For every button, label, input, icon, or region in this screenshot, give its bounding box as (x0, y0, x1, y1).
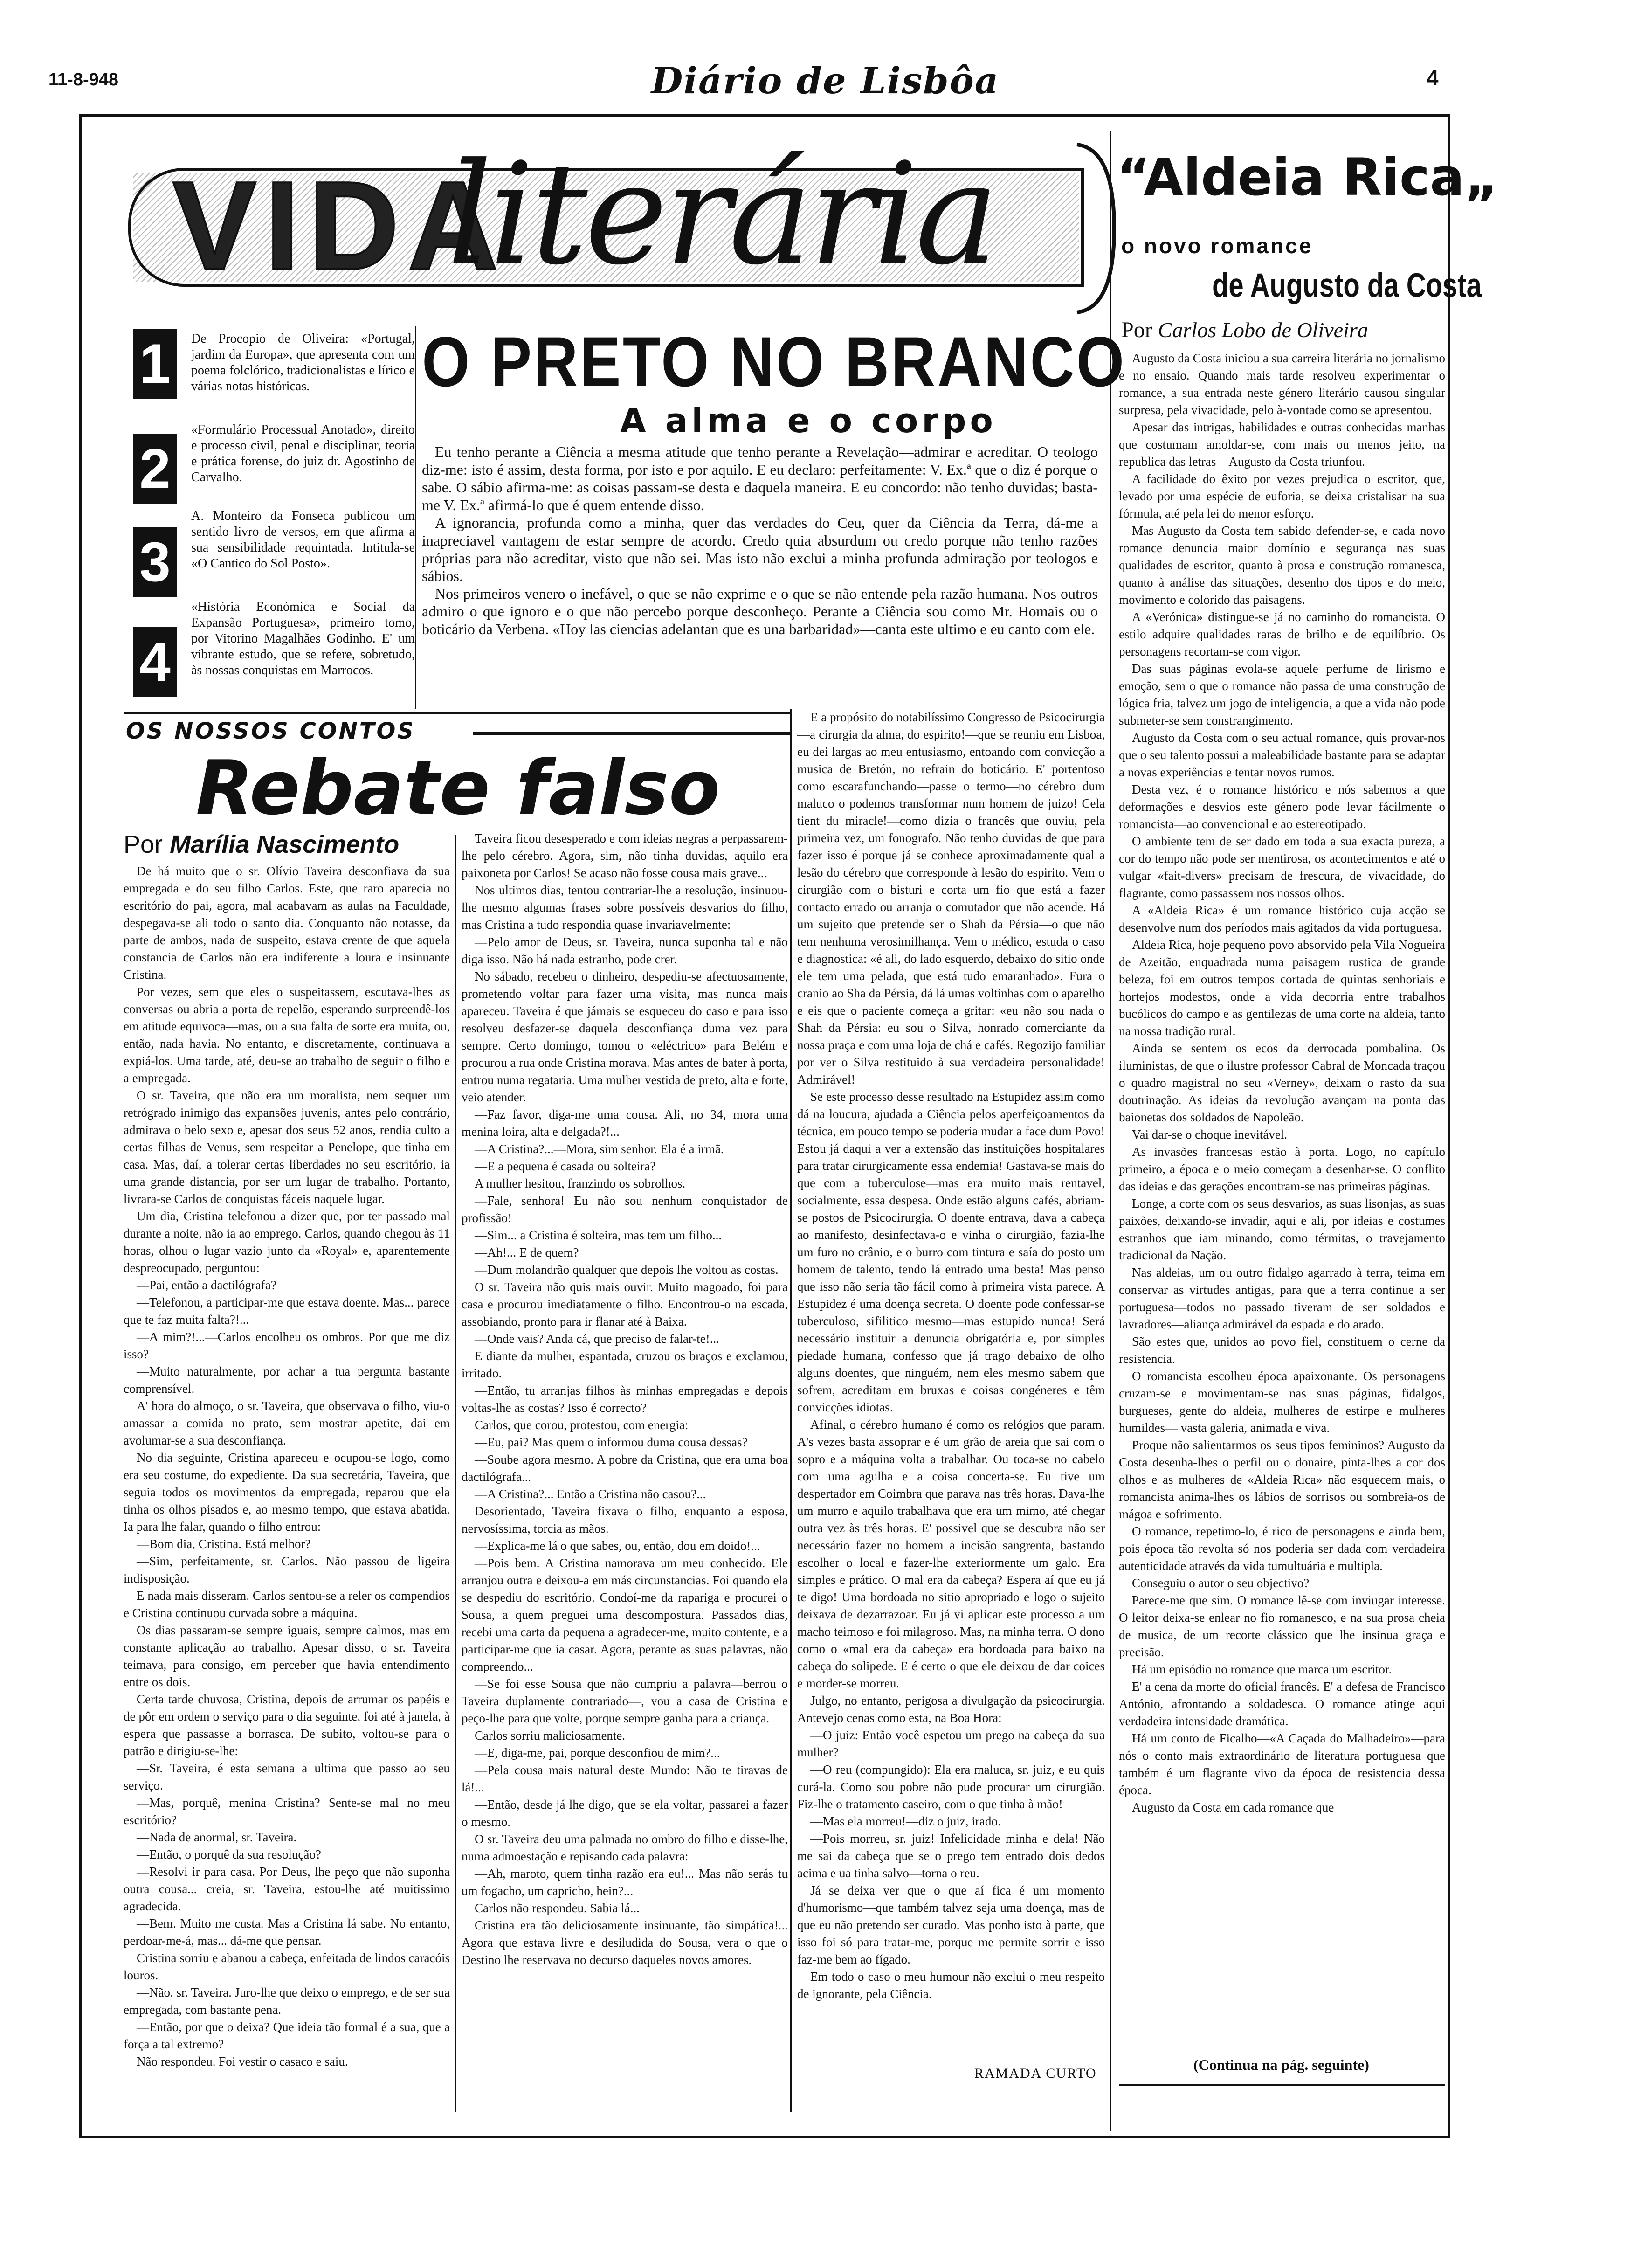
story-column-1 (124, 863, 450, 2112)
preto-title: O PRETO NO BRANCO (422, 322, 1126, 401)
page-number: 4 (1427, 66, 1439, 90)
story-paragraph: —Ah, maroto, quem tinha razão era eu!... Mas não serás tu um fogacho, um capricho, hein?... (462, 1867, 788, 1898)
number-badge-3: 3 (133, 527, 177, 597)
preto-paragraph: Em todo o caso o meu humour não exclui o meu respeito de ignorante, pela Ciência. (797, 1970, 1105, 2001)
continued-notice: (Continua na pág. seguinte) (1193, 2056, 1369, 2073)
aldeia-byline: Por Carlos Lobo de Oliveira (1121, 318, 1368, 342)
story-paragraph: A mulher hesitou, franzindo os sobrolhos. (475, 1176, 686, 1190)
preto-paragraph: —Pois morreu, sr. juiz! Infelicidade minha e dela! Não me sai da cabeça que se o prego tem entrado dois dedos acima e ua tinha salvo—torna o reu. (797, 1832, 1105, 1880)
aldeia-author-heading: de Augusto da Costa (1212, 266, 1482, 304)
preto-paragraph: —O juiz: Então você espetou um prego na cabeça da sua mulher? (797, 1728, 1105, 1759)
aldeia-end-rule (1119, 2084, 1445, 2086)
story-paragraph: —Bem. Muito me custa. Mas a Cristina lá sabe. No entanto, perdoar-me-á, mas... dá-me que pensar. (124, 1916, 450, 1948)
preto-paragraph: —O reu (compungido): Ela era maluca, sr. juiz, e eu quis curá-la. Como sou pobre não pude procurar um cirurgião. Fiz-lhe o tratamento caseiro, com o que tinha à mão! (797, 1763, 1105, 1811)
aldeia-paragraph: Ainda se sentem os ecos da derrocada pombalina. Os iluministas, de que o ilustre professor Cabral de Moncada traçou o quadro magistral no seu «Verney», deixam o rasto da sua doutrinação. As ideias da revolução avançam na ponta das baionetas dos soldados de Napoleão. (1119, 1041, 1445, 1124)
story-paragraph: —Mas, porquê, menina Cristina? Sente-se mal no meu escritório? (124, 1796, 450, 1827)
aldeia-paragraph: Augusto da Costa em cada romance que (1132, 1800, 1334, 1814)
list-item-1-text: De Procopio de Oliveira: «Portugal, jardim da Europa», que apresenta com um poema folclórico, tradicionalistas e lírico e várias notas históricas. (191, 332, 415, 394)
number-badge-2: 2 (133, 434, 177, 504)
story-paragraph: O sr. Taveira, que não era um moralista, nem sequer um retrógrado inimigo das expansões juvenis, antes pelo contrário, admirava o belo sexo e, apesar dos seus 52 anos, rendia culto a certas filhas de Venus, sem respeitar a Penelope, que tinha em casa. Mas, daí, a tolerar certas liberdades no seu escritório, ia uma grande distancia, por ser um lugar de trabalho. Portanto, livrara-se Carlos de conquistas fáceis naquele lugar. (124, 1088, 450, 1206)
preto-continuation (797, 709, 1105, 2061)
story-paragraph: —Telefonou, a participar-me que estava doente. Mas... parece que te faz muita falta?!... (124, 1295, 450, 1327)
story-paragraph: Cristina sorriu e abanou a cabeça, enfeitada de lindos caracóis louros. (124, 1951, 450, 1982)
story-paragraph: Os dias passaram-se sempre iguais, sempre calmos, mas em constante aplicação ao trabalho. Apesar disso, o sr. Taveira teimava, para consigo, em perceber que havia entendimento entre os dois. (124, 1623, 450, 1689)
story-paragraph: —Não, sr. Taveira. Juro-lhe que deixo o emprego, e de ser sua empregada, com bastante pena. (124, 1985, 450, 2017)
list-item-2-text: «Formulário Processual Anotado», direito e processo civil, penal e disciplinar, teoria e prática forense, do juiz dr. Agostinho de Carvalho. (191, 422, 415, 484)
aldeia-paragraph: Conseguiu o autor o seu objectivo? (1132, 1576, 1310, 1590)
story-paragraph: Carlos sorriu maliciosamente. (475, 1729, 626, 1742)
preto-signature: RAMADA CURTO (974, 2066, 1097, 2081)
story-paragraph: —Muito naturalmente, por achar a tua pergunta bastante comprensível. (124, 1364, 450, 1396)
story-paragraph: E nada mais disseram. Carlos sentou-se a reler os compendios e Cristina continuou curvada sobre a máquina. (124, 1589, 450, 1620)
preto-paragraph: Julgo, no entanto, perigosa a divulgação da psicocirurgia. Antevejo cenas como esta, na Boa Hora: (797, 1694, 1105, 1725)
story-paragraph: Cristina era tão deliciosamente insinuante, tão simpática!... Agora que estava livre e desiludida do Sousa, vera o que o Destino lhe reservava no decurso daqueles novos amores. (462, 1918, 788, 1967)
preto-paragraph: Nos primeiros venero o inefável, o que se não exprime e o que se não entende pela razão humana. Nos outros admiro o que ignoro e o que não percebo porque desconheço. Perante a Ciência sou como Mr. Homais ou o boticário da Verbena. «Hoy las ciencias adelantan que es una barbaridad»—canta este ultimo e eu canto com ele. (422, 585, 1098, 637)
aldeia-paragraph: Mas Augusto da Costa tem sabido defender-se, e cada novo romance denuncia maior domínio e segurança nas suas qualidades de escritor, quanto à prosa e construção romanesca, quanto à análise das situações, desenho dos tipos e do meio, movimento e colorido das paisagens. (1119, 524, 1445, 607)
story-paragraph: —A Cristina?... Então a Cristina não casou?... (475, 1487, 706, 1501)
column-rule-right (1110, 131, 1111, 2131)
aldeia-paragraph: Vai dar-se o choque inevitável. (1132, 1127, 1288, 1141)
preto-paragraph: E a propósito do notabilíssimo Congresso de Psicocirurgia—a cirurgia da alma, do espirito!—que se reuniu em Lisboa, eu dei largas ao meu entusiasmo, entoando com convicção a musica de Bretón, no refrain do boticário. E' portentoso como escarafunchando—passe o termo—no cérebro dum maluco o podemos transformar num homem de juizo! Cela tient du miracle!—como dizia o francês que ouviu, pela primeira vez, um fonografo. Não tenho duvidas de que para fazer isso é porque já se conhece aproximadamente qual a lesão do cérebro que corresponde à lesão do espirito. Vem o cirurgião com o bisturi e corta um fio que está a fazer contacto errado ou arranja o comutador que não acende. Há um sujeito que pretende ser o Shah da Pérsia—o que não tem nenhuma verosimilhança. Vem o médico, estuda o caso e diagnostica: «é ali, do lado esquerdo, debaixo do sitio onde ele tem uma pelada, que está tudo emaranhado». Fura o cranio ao Sha da Pérsia, dá lá umas voltinhas com o aparelho e eis que o paciente começa a gritar: «eu não sou nada o Shah da Pérsia: eu sou o Silva, honrado comerciante da nossa praça e com uma loja de chá e cafés. Regozijo familiar por ver o Silva restituido à sua verdadeira personalidade! Admirável! (797, 710, 1105, 1086)
story-paragraph: —A Cristina?...—Mora, sim senhor. Ela é a irmã. (475, 1142, 724, 1156)
story-paragraph: —Ah!... E de quem? (475, 1245, 579, 1259)
story-paragraph: —Sim... a Cristina é solteira, mas tem um filho... (475, 1228, 722, 1242)
story-paragraph: O sr. Taveira não quis mais ouvir. Muito magoado, foi para casa e procurou imediatamente o filho. Encontrou-o na escada, assobiando, pronto para ir flanar até à Baixa. (462, 1280, 788, 1328)
newspaper-title: Diário de Lisbôa (651, 60, 1000, 102)
number-badge-4: 4 (133, 627, 177, 697)
aldeia-paragraph: A facilidade do êxito por vezes prejudica o escritor, que, levado por uma espécie de euforia, se deixa cristalisar na sua fórmula, até pela lei do menor esforço. (1119, 472, 1445, 520)
aldeia-paragraph: São estes que, unidos ao povo fiel, constituem o cerne da resistencia. (1119, 1335, 1445, 1366)
aldeia-paragraph: A «Aldeia Rica» é um romance histórico cuja acção se desenvolve num dos períodos mais agitados da vida portuguesa. (1119, 903, 1445, 934)
story-paragraph: —A mim?!...—Carlos encolheu os ombros. Por que me diz isso? (124, 1330, 450, 1361)
story-paragraph: —Pai, então a dactilógrafa? (137, 1278, 276, 1292)
story-title: Rebate falso (196, 744, 720, 831)
story-paragraph: —Sim, perfeitamente, sr. Carlos. Não passou de ligeira indisposição. (124, 1554, 450, 1585)
preto-paragraph: Afinal, o cérebro humano é como os relógios que param. A's vezes basta assoprar e é um grão de areia que sai com o sopro e a máquina volta a trabalhar. Ou toca-se no cabelo com uma agulha e a coisa concerta-se. Eu tive um despertador em Coimbra que parava nas três horas. Dava-lhe um murro e aquilo trabalhava que era um mimo, até chegar outra vez às três horas. E' possivel que se descubra não ser necessário fazer no homem a incisão sangrenta, bastando escolher o local e fazer-lhe exteriormente um galo. Era simples e prático. O mal era da cabeça? Espera aí que eu já te digo! Uma bordoada no sitio apropriado e logo o sujeito deixava de dezarrazoar. Eu já vi aplicar este processo a um macho teimoso e foi milagroso. Mas, na minha terra. O dono como o «mal era da cabeça» era bordoada para baixo na cabeça do solipede. E é certo o que ele deixou de dar coices e morder-se morreu. (797, 1418, 1105, 1690)
aldeia-paragraph: A «Verónica» distingue-se já no caminho do romancista. O estilo adquire qualidades raras de brilho e de equilíbrio. Os personagens recortam-se com vigor. (1119, 610, 1445, 658)
story-paragraph: Certa tarde chuvosa, Cristina, depois de arrumar os papéis e de pôr em ordem o serviço para o dia seguinte, foi até à janela, à espera que passasse a borrasca. De subito, voltou-se para o patrão e dirigiu-se-lhe: (124, 1692, 450, 1758)
banner-word-literaria: literária (448, 133, 996, 296)
preto-paragraph: Eu tenho perante a Ciência a mesma atitude que tenho perante a Revelação—admirar e acreditar. O teologo diz-me: isto é assim, desta forma, por isto e por aquilo. E eu declaro: perfeitamente: V. Ex.ª que o diz é porque o sabe. O sábio afirma-me: as coisas passam-se desta e daquela maneira. E eu concordo: não tenho duvidas; basta-me V. Ex.ª afirmá-lo que é quem entende disso. (422, 443, 1098, 513)
aldeia-paragraph: As invasões francesas estão à porta. Logo, no capítulo primeiro, a época e o meio começam a desenhar-se. O conflito das ideias e das gerações encontram-se nas primeiras páginas. (1119, 1145, 1445, 1193)
story-paragraph: E diante da mulher, espantada, cruzou os braços e exclamou, irritado. (462, 1349, 788, 1380)
preto-body (422, 443, 1098, 704)
aldeia-paragraph: Das suas páginas evola-se aquele perfume de lirismo e emoção, sem o que o romance não passa de uma construção de lógica fria, talvez um jogo de inteligencia, a que a vida não pode submeter-se sem constrangimento. (1119, 662, 1445, 727)
story-paragraph: —E a pequena é casada ou solteira? (475, 1159, 656, 1173)
aldeia-subtitle: o novo romance (1121, 234, 1313, 258)
story-paragraph: De há muito que o sr. Olívio Taveira desconfiava da sua empregada e do seu filho Carlos. Este, que raro aparecia no escritório do pai, agora, mal acabavam as aulas na Faculdade, despegava-se ali todo o santo dia. Conquanto não notasse, da parte de ambos, nada de suspeito, estava crente de que aquela constancia de Carlos não era indiferente a loura e insinuante Cristina. (124, 864, 450, 982)
story-paragraph: —Resolvi ir para casa. Por Deus, lhe peço que não suponha outra cousa... creia, sr. Taveira, estou-lhe até muitissimo agradecida. (124, 1865, 450, 1913)
story-paragraph: —Nada de anormal, sr. Taveira. (137, 1830, 297, 1844)
preto-subtitle: A alma e o corpo (620, 401, 997, 440)
aldeia-paragraph: Há um episódio no romance que marca um escritor. (1132, 1662, 1392, 1676)
preto-paragraph: A ignorancia, profunda como a minha, quer das verdades do Ceu, quer da Ciência da Terra, dá-me a inapreciavel vantagem de estar sempre de acordo. Credo quia absurdum ou credo porque não tenho razões próprias para não acreditar, visto que não sei. Mas isto não exclui a minha profunda admiração por teologos e sábios. (422, 514, 1098, 584)
aldeia-paragraph: Apesar das intrigas, habilidades e outras conhecidas manhas que costumam amoldar-se, com mais ou menos jeito, na republica das letras—Augusto da Costa triunfou. (1119, 420, 1445, 469)
aldeia-paragraph: E' a cena da morte do oficial francês. E' a defesa de Francisco António, afrontando a soldadesca. O romance atinge aqui verdadeira intensidade dramática. (1119, 1680, 1445, 1728)
story-paragraph: —Eu, pai? Mas quem o informou duma cousa dessas? (475, 1435, 748, 1449)
preto-paragraph: Já se deixa ver que o que aí fica é um momento d'humorismo—que também talvez seja uma doença, mas de que eu não pretendo ser curado. Mas ponho isto à parte, que isso foi só para tratar-me, porque me permite sorrir e isso faz-me bem ao fígado. (797, 1883, 1105, 1966)
contos-rule (473, 732, 790, 735)
aldeia-paragraph: O romance, repetimo-lo, é rico de personagens e ainda bem, pois época tão revolta só nos poderia ser dada com verdadeira autenticidade através da vida tumultuária e multipla. (1119, 1524, 1445, 1573)
aldeia-paragraph: Longe, a corte com os seus desvarios, as suas lisonjas, as suas paixões, deixando-se invadir, aqui e ali, por ideias e costumes estranhos que iam minando, como térmitas, o travejamento tradicional da Nação. (1119, 1196, 1445, 1262)
aldeia-title: “Aldeia Rica„ (1117, 147, 1498, 207)
aldeia-column (1119, 350, 1445, 2047)
aldeia-paragraph: Augusto da Costa com o seu actual romance, quis provar-nos que o seu talento possui a maleabilidade bastante para se adaptar a novas experiências e tentar novos rumos. (1119, 731, 1445, 779)
aldeia-paragraph: Nas aldeias, um ou outro fidalgo agarrado à terra, teima em conservar as virtudes antigas, para que a terra continue a ser portuguesa—todos no passado tiveram de ser soldados e lavradores—aliança admirável da espada e do arado. (1119, 1265, 1445, 1331)
story-paragraph: —Bom dia, Cristina. Está melhor? (137, 1537, 311, 1551)
column-rule-2 (790, 709, 792, 2112)
story-byline: Por Marília Nascimento (124, 830, 400, 858)
story-paragraph: —E, diga-me, pai, porque desconfiou de mim?... (475, 1746, 720, 1760)
story-paragraph: —Se foi esse Sousa que não cumpriu a palavra—berrou o Taveira duplamente contrariado—, vou a casa de Cristina e peço-lhe para que volte, porque sempre ganha para a criança. (462, 1677, 788, 1725)
aldeia-paragraph: O ambiente tem de ser dado em toda a sua exacta pureza, a cor do tempo não pode ser mentirosa, os acontecimentos e até o vulgar «fait-divers» precisam de frescura, de vivacidade, do flagrante, como passassem nos nossos olhos. (1119, 834, 1445, 900)
story-paragraph: —Pelo amor de Deus, sr. Taveira, nunca suponha tal e não diga isso. Não há nada estranho, pode crer. (462, 935, 788, 966)
column-rule-1 (455, 835, 456, 2112)
story-paragraph: —Explica-me lá o que sabes, ou, então, dou em doido!... (475, 1539, 760, 1553)
story-paragraph: —Fale, senhora! Eu não sou nenhum conquistador de profissão! (462, 1194, 788, 1225)
story-paragraph: Desorientado, Taveira fixava o filho, enquanto a esposa, nervosíssima, torcia as mãos. (462, 1504, 788, 1535)
story-paragraph: Um dia, Cristina telefonou a dizer que, por ter passado mal durante a noite, não ia ao emprego. Carlos, quando chegou às 11 horas, olhou o lugar vazio junto da «Royal» e, aparentemente despreocupado, perguntou: (124, 1209, 450, 1275)
story-paragraph: —Sr. Taveira, é esta semana a ultima que passo ao seu serviço. (124, 1761, 450, 1792)
story-paragraph: —Faz favor, diga-me uma cousa. Ali, no 34, mora uma menina loira, alta e delgada?!... (462, 1107, 788, 1139)
story-paragraph: Por vezes, sem que eles o suspeitassem, escutava-lhes as conversas ou abria a porta de repelão, esperando surpreendê-los em atitude equivoca—mas, ou a sua falta de sorte era muita, ou, então, nada havia. No entanto, e discretamente, continuava a expiá-los. Uma tarde, até, deu-se ao trabalho de seguir o filho e a empregada. (124, 985, 450, 1085)
story-paragraph: Nos ultimos dias, tentou contrariar-lhe a resolução, insinuou-lhe mesmo algumas frases sobre possíveis desvarios do filho, mas Cristina a tudo respondia quase invariavelmente: (462, 883, 788, 932)
list-item-4-text: «História Económica e Social da Expansão Portuguesa», primeiro tomo, por Vitorino Magalhães Godinho. E' um vibrante estudo, que se refere, sobretudo, às nossas conquistas em Marrocos. (191, 600, 415, 678)
aldeia-paragraph: Parece-me que sim. O romance lê-se com inviugar interesse. O leitor deixa-se enlear no fio romanesco, e na sua prosa cheia de musica, de um recorte clássico que lhe insinua graça e precisão. (1119, 1593, 1445, 1659)
story-paragraph: —Dum molandrão qualquer que depois lhe voltou as costas. (475, 1263, 779, 1277)
story-paragraph: Taveira ficou desesperado e com ideias negras a perpassarem-lhe pelo cérebro. Agora, sim, não tinha duvidas, aquilo era paixoneta por Carlos! Se acaso não fosse cousa mais grave... (462, 831, 788, 880)
story-paragraph: —Então, o porquê da sua resolução? (137, 1847, 321, 1861)
banner-word-vida: VIDA (172, 156, 507, 296)
number-badge-1: 1 (133, 329, 177, 399)
story-paragraph: Carlos não respondeu. Sabia lá... (475, 1901, 640, 1915)
story-paragraph: —Pela cousa mais natural deste Mundo: Não te tiravas de lá!... (462, 1763, 788, 1794)
issue-date: 11-8-948 (48, 70, 119, 90)
aldeia-paragraph: Augusto da Costa iniciou a sua carreira literária no jornalismo e no ensaio. Quando mais tarde resolveu experimentar o romance, a sua entrada neste género literário causou singular surpresa, pela vivacidade, pelo à-vontade como se apresentou. (1119, 351, 1445, 417)
aldeia-paragraph: Há um conto de Ficalho—«A Caçada do Malhadeiro»—para nós o conto mais extraordinário de literatura portuguesa que também é um flagrante vivo da época de resistencia dessa época. (1119, 1731, 1445, 1797)
aldeia-paragraph: Proque não salientarmos os seus tipos femininos? Augusto da Costa desenha-lhes o perfil ou o donaire, pinta-lhes a cor dos olhos e as mulheres de «Aldeia Rica» não esquecem mais, o romancista anima-lhes os lábios de sorrisos ou sombreia-os de mágoa e sofrimento. (1119, 1438, 1445, 1521)
story-paragraph: —Então, por que o deixa? Que ideia tão formal é a sua, que a força a tal extremo? (124, 2020, 450, 2051)
story-paragraph: Carlos, que corou, protestou, com energia: (475, 1418, 689, 1432)
list-rule (415, 326, 416, 709)
story-column-2 (462, 830, 788, 2112)
aldeia-paragraph: Desta vez, é o romance histórico e nós sabemos a que deformações e desvios este género pode levar fácilmente o romancista—ao convencional e ao estereotipado. (1119, 782, 1445, 831)
section-rule (124, 712, 790, 714)
list-item-3-text: A. Monteiro da Fonseca publicou um sentido livro de versos, em que afirma a sua sensibilidade requintada. Intitula-se «O Cantico do Sol Posto». (191, 509, 415, 571)
story-paragraph: No dia seguinte, Cristina apareceu e ocupou-se logo, como era seu costume, do expediente. Da sua secretária, Taveira, que seguia todos os movimentos da empregada, reparou que ela tinha os olhos pisados e, ao mesmo tempo, que estava abatida. Ia para lhe falar, quando o filho entrou: (124, 1451, 450, 1534)
story-paragraph: No sábado, recebeu o dinheiro, despediu-se afectuosamente, prometendo voltar para fazer uma visita, mas nunca mais apareceu. Taveira é que jámais se esqueceu do caso e para isso resolveu desfazer-se daquela desconfiança duma vez para sempre. Certo domingo, tomou o «eléctrico» para Belém e procurou a rua onde Cristina morava. Mas antes de bater à porta, entrou numa regataria. Uma mulher vestida de preto, alta e forte, veio atender. (462, 969, 788, 1104)
story-paragraph: Não respondeu. Foi vestir o casaco e saiu. (137, 2054, 348, 2068)
story-paragraph: —Então, desde já lhe digo, que se ela voltar, passarei a fazer o mesmo. (462, 1798, 788, 1829)
story-paragraph: —Pois bem. A Cristina namorava um meu conhecido. Ele arranjou outra e deixou-a em más circunstancias. Foi quando ela se despediu do escritório. Condoí-me da rapariga e procurei o Sousa, a quem preguei uma descompostura. Passados dias, recebi uma carta da pequena a agradecer-me, muito contente, e a participar-me que ia casar. Agora, perante as suas palavras, não compreendo... (462, 1556, 788, 1673)
aldeia-paragraph: O romancista escolheu época apaixonante. Os personagens cruzam-se e movimentam-se nas suas páginas, fidalgos, burgueses, gente do aldeia, mulheres de estirpe e mulheres humildes— vasta galeria, animada e viva. (1119, 1369, 1445, 1435)
story-paragraph: —Então, tu arranjas filhos às minhas empregadas e depois voltas-lhe as costas? Isso é correcto? (462, 1383, 788, 1415)
aldeia-paragraph: Aldeia Rica, hoje pequeno povo absorvido pela Vila Nogueira de Azeitão, enquadrada numa paisagem rustica de grande beleza, foi em outros tempos cortada de quintas senhoriais e hortejos modestos, onde a vida decorria entre trabalhos bucólicos do campo e as gentilezas de uma corte na aldeia, tanto na nossa tradição rural. (1119, 938, 1445, 1038)
preto-paragraph: —Mas ela morreu!—diz o juiz, irado. (810, 1814, 1001, 1828)
banner-bracket (1068, 140, 1124, 317)
story-paragraph: A' hora do almoço, o sr. Taveira, que observava o filho, viu-o amassar a comida no prato, sem mostrar apetite, dai em avolumar-se a sua desconfiança. (124, 1399, 450, 1447)
story-paragraph: —Soube agora mesmo. A pobre da Cristina, que era uma boa dactilógrafa... (462, 1452, 788, 1484)
story-paragraph: —Onde vais? Anda cá, que preciso de falar-te!... (475, 1332, 719, 1346)
contos-section-label: OS NOSSOS CONTOS (126, 718, 415, 744)
story-paragraph: O sr. Taveira deu uma palmada no ombro do filho e disse-lhe, numa admoestação e repisando cada palavra: (462, 1832, 788, 1863)
preto-paragraph: Se este processo desse resultado na Estupidez assim como dá na loucura, ajudada a Ciência pelos aperfeiçoamentos da técnica, em pouco tempo se poderia mudar a face dum Povo! Estou já daqui a ver a extensão das instituições hospitalares para tratar cirurgicamente essa endemia! Gastava-se mais do que com a tuberculose—mas era muito mais rentavel, socialmente, essa despesa. Onde estão alguns cafés, abriam-se postos de Psicocirurgia. O doente entrava, dava a cabeça ao manifesto, desinfectava-o e vinha o cirurgião, fazia-lhe um furo no crânio, e o burro com tintura e saía do posto um homem de talento, tendo lá entrado uma besta! Mas penso que isso não seria tão fácil como à primeira vista parece. A Estupidez é uma doença secreta. O doente pode confessar-se tuberculoso, sifilitico mesmo—mas estupido nunca! Será necessário instituir a denuncia obrigatória e, por simples piedade humana, confesso que já trago debaixo de olho alguns doentes, que ninguém, nem eles mesmo sabem que sofrem, acreditam em bruxas e coisas congéneres e têm convicções idiotas. (797, 1090, 1105, 1414)
